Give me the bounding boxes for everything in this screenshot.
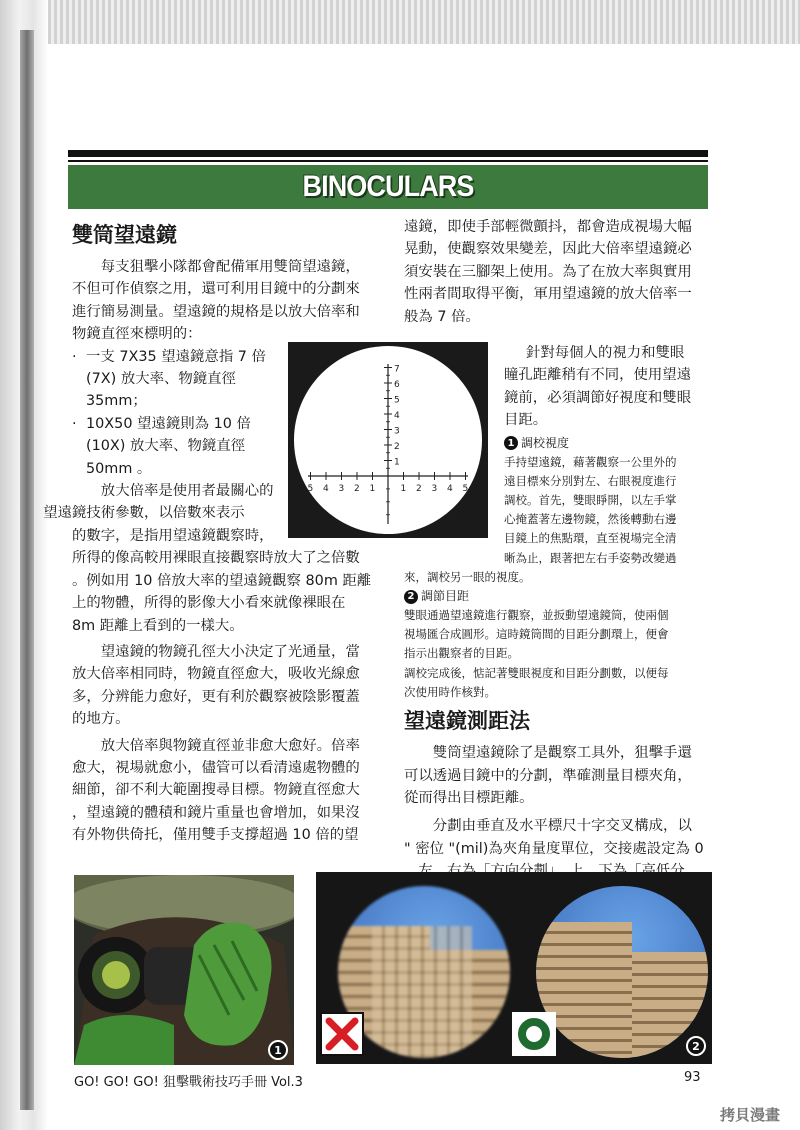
scope-view-aligned — [536, 886, 708, 1058]
paragraph-aperture: 望遠鏡的物鏡孔徑大小決定了光通量，當 放大倍率相同時，物鏡直徑愈大，吸收光線愈 多，分辨能力愈好，更有利於觀察被陰影覆蓋 的地方。 — [72, 643, 360, 728]
page-number: 93 — [684, 1070, 701, 1085]
watermark: 拷貝漫畫 — [720, 1106, 781, 1124]
paragraph-tradeoff: 放大倍率與物鏡直徑並非愈大愈好。倍率 愈大，視場就愈小，儘管可以看清遠處物體的 細節，卻不利大範圍搜尋目標。物鏡直徑愈大 ，望遠鏡的體積和鏡片重量也會增加，如果沒 有外物供倚托，僅用雙手支撐超過 10 倍的望 — [72, 737, 360, 844]
reticle-tick-label: 4 — [394, 411, 400, 421]
page-top-edge — [0, 0, 800, 44]
paragraph-magnification: 放大倍率是使用者最關心的 望遠鏡技術參數，以倍數來表示 的數字，是指用望遠鏡觀察時， 所得的像高較用裸眼直接觀察時放大了之倍數 。例如用 10 倍放大率的望遠鏡觀察 80m 距離 上的物體，所得的影像大小看來就像裸眼在 8m 距離上看到的一樣大。 — [43, 483, 372, 634]
reticle-tick-label: 5 — [462, 484, 469, 494]
header-rule-thin — [68, 160, 708, 162]
reticle-tick-label: 4 — [323, 484, 329, 494]
paragraph-mil: 分劃由垂直及水平標尺十字交叉構成，以 " 密位 "(mil)為夾角量度單位，交接處設定為 0 — [404, 818, 704, 857]
reticle-tick-label: 2 — [354, 484, 360, 494]
photo-number-badge: 1 — [268, 1040, 288, 1060]
correct-mark-icon — [512, 1012, 556, 1056]
banner-title: BINOCULARS — [302, 170, 474, 203]
bullet-marker: · — [72, 348, 77, 365]
photo-scope-comparison — [316, 872, 712, 1064]
reticle-tick-label: 2 — [394, 442, 400, 452]
reticle-tick-label: 1 — [394, 457, 400, 468]
paragraph-rangefinding: 雙筒望遠鏡除了是觀察工具外，狙擊手還 可以透過目鏡中的分劃，準確測量目標夾角， 從而得出目標距離。 — [404, 745, 692, 806]
footer-book-title: GO! GO! GO! 狙擊戰術技巧手冊 Vol.3 — [74, 1075, 303, 1090]
reticle-tick-label: 1 — [400, 484, 407, 494]
reticle-tick-label: 4 — [447, 484, 453, 494]
bullet-marker: · — [72, 415, 77, 432]
paragraph-tripod: 遠鏡，即使手部輕微顫抖，都會造成視場大幅 晃動，使觀察效果變差，因此大倍率望遠鏡必 須安裝在三腳架上使用。為了在放大率與實用 性兩者間取得平衡，軍用望遠鏡的放大倍率一 般為 7 倍。 — [404, 219, 692, 325]
binding-shadow — [20, 30, 34, 1110]
list-item-7x35: · 一支 7X35 望遠鏡意指 7 倍 (7X) 放大率、物鏡直徑 35mm； — [72, 346, 376, 413]
heading-rangefinding: 望遠鏡測距法 — [404, 709, 530, 734]
reticle-tick-label: 7 — [394, 364, 400, 375]
reticle-tick-label: 5 — [307, 484, 314, 494]
reticle-tick-label: 3 — [431, 484, 438, 494]
step-title: 調校視度 — [521, 435, 570, 450]
header-rule — [68, 150, 708, 157]
step-number-badge: 1 — [504, 436, 518, 450]
paragraph-adjust: 針對每個人的視力和雙眼 瞳孔距離稍有不同，使用望遠 鏡前，必須調節好視度和雙眼 目距。 — [504, 345, 692, 429]
step-eye-distance: 2 調節目距 雙眼通過望遠鏡進行觀察，並扳動望遠鏡筒，使兩個 視場匯合成圓形。這時鏡筒間的目距分劃環上，便會 指示出觀察者的目距。 調校完成後，惦記著雙眼視度和目距分劃數，以便每 次使用時作核對。 — [404, 589, 669, 699]
list-item-10x50: · 10X50 望遠鏡則為 10 倍 (10X) 放大率、物鏡直徑 50mm 。 — [72, 413, 376, 480]
step-diopter: 1 調校視度 手持望遠鏡，藉著觀察一公里外的 遠目標來分別對左、右眼視度進行 調校。首先，雙眼睜開，以左手掌 心掩蓋著左邊物鏡，然後轉動右邊 目鏡上的焦點環，直至視場完全清 晰為止，跟著把左右手姿勢改變過 — [504, 435, 677, 565]
right-column: 遠鏡，即使手部輕微顫抖，都會造成視場大幅 晃動，使觀察效果變差，因此大倍率望遠鏡必 須安裝在三腳架上使用。為了在放大率與實用 性兩者間取得平衡，軍用望遠鏡的放大倍率一 般為 7 倍。 針對每個人的視力和雙眼 瞳孔距離稍有不同，使用望遠 鏡前，必須調節好視度和雙眼 目距。 1 調校視度 手持望遠鏡，藉著觀察一公里外的 遠目標來分別對左、右眼視度進行 調校。首先，雙眼睜開，以左手掌 心掩蓋著左邊物鏡，然後轉動右邊 目鏡上的焦點環，直至視場完全清 晰為止，跟著把左右手姿勢改變過 來，調校另一眼的視度。 2 調節目距 雙眼通過望遠鏡進行觀察，並扳動望遠鏡筒，使兩個 視場匯合成圓形。這時鏡筒間的目距分劃環上，便會 指示出觀察者的目距。 調校完成後，惦記著雙眼視度和目距分劃數，以便每 次使用時作核對。 望遠鏡測距法 雙筒望遠鏡除了是觀察工具外，狙擊手還 可以透過目鏡中的分劃，準確測量目標夾角， 從而得出目標距離。 分劃由垂直及水平標尺十字交叉構成，以 " 密位 "(mil)為夾角量度單位，交接處設定為 0 — [404, 216, 710, 883]
photo-number-badge: 2 — [686, 1036, 706, 1056]
photo-sniper-binoculars — [74, 875, 294, 1065]
reticle-tick-label: 3 — [338, 484, 345, 494]
heading-binoculars: 雙筒望遠鏡 — [72, 223, 177, 247]
step-title: 調節目距 — [421, 589, 470, 604]
paragraph-intro: 每支狙擊小隊都會配備軍用雙筒望遠鏡， 不但可作偵察之用，還可利用目鏡中的分劃來 進行簡易測量。望遠鏡的規格是以放大倍率和 物鏡直徑來標明的： — [72, 259, 360, 343]
photo-illustration — [74, 875, 294, 1065]
reticle-tick-label: 5 — [394, 395, 400, 406]
reticle-tick-label: 6 — [394, 380, 400, 390]
reticle-tick-label: 3 — [394, 426, 400, 437]
step-number-badge: 2 — [404, 590, 418, 604]
section-banner — [68, 165, 708, 209]
incorrect-mark-icon — [320, 1012, 364, 1056]
reticle-tick-label: 2 — [416, 484, 422, 494]
reticle-tick-label: 1 — [369, 484, 376, 494]
